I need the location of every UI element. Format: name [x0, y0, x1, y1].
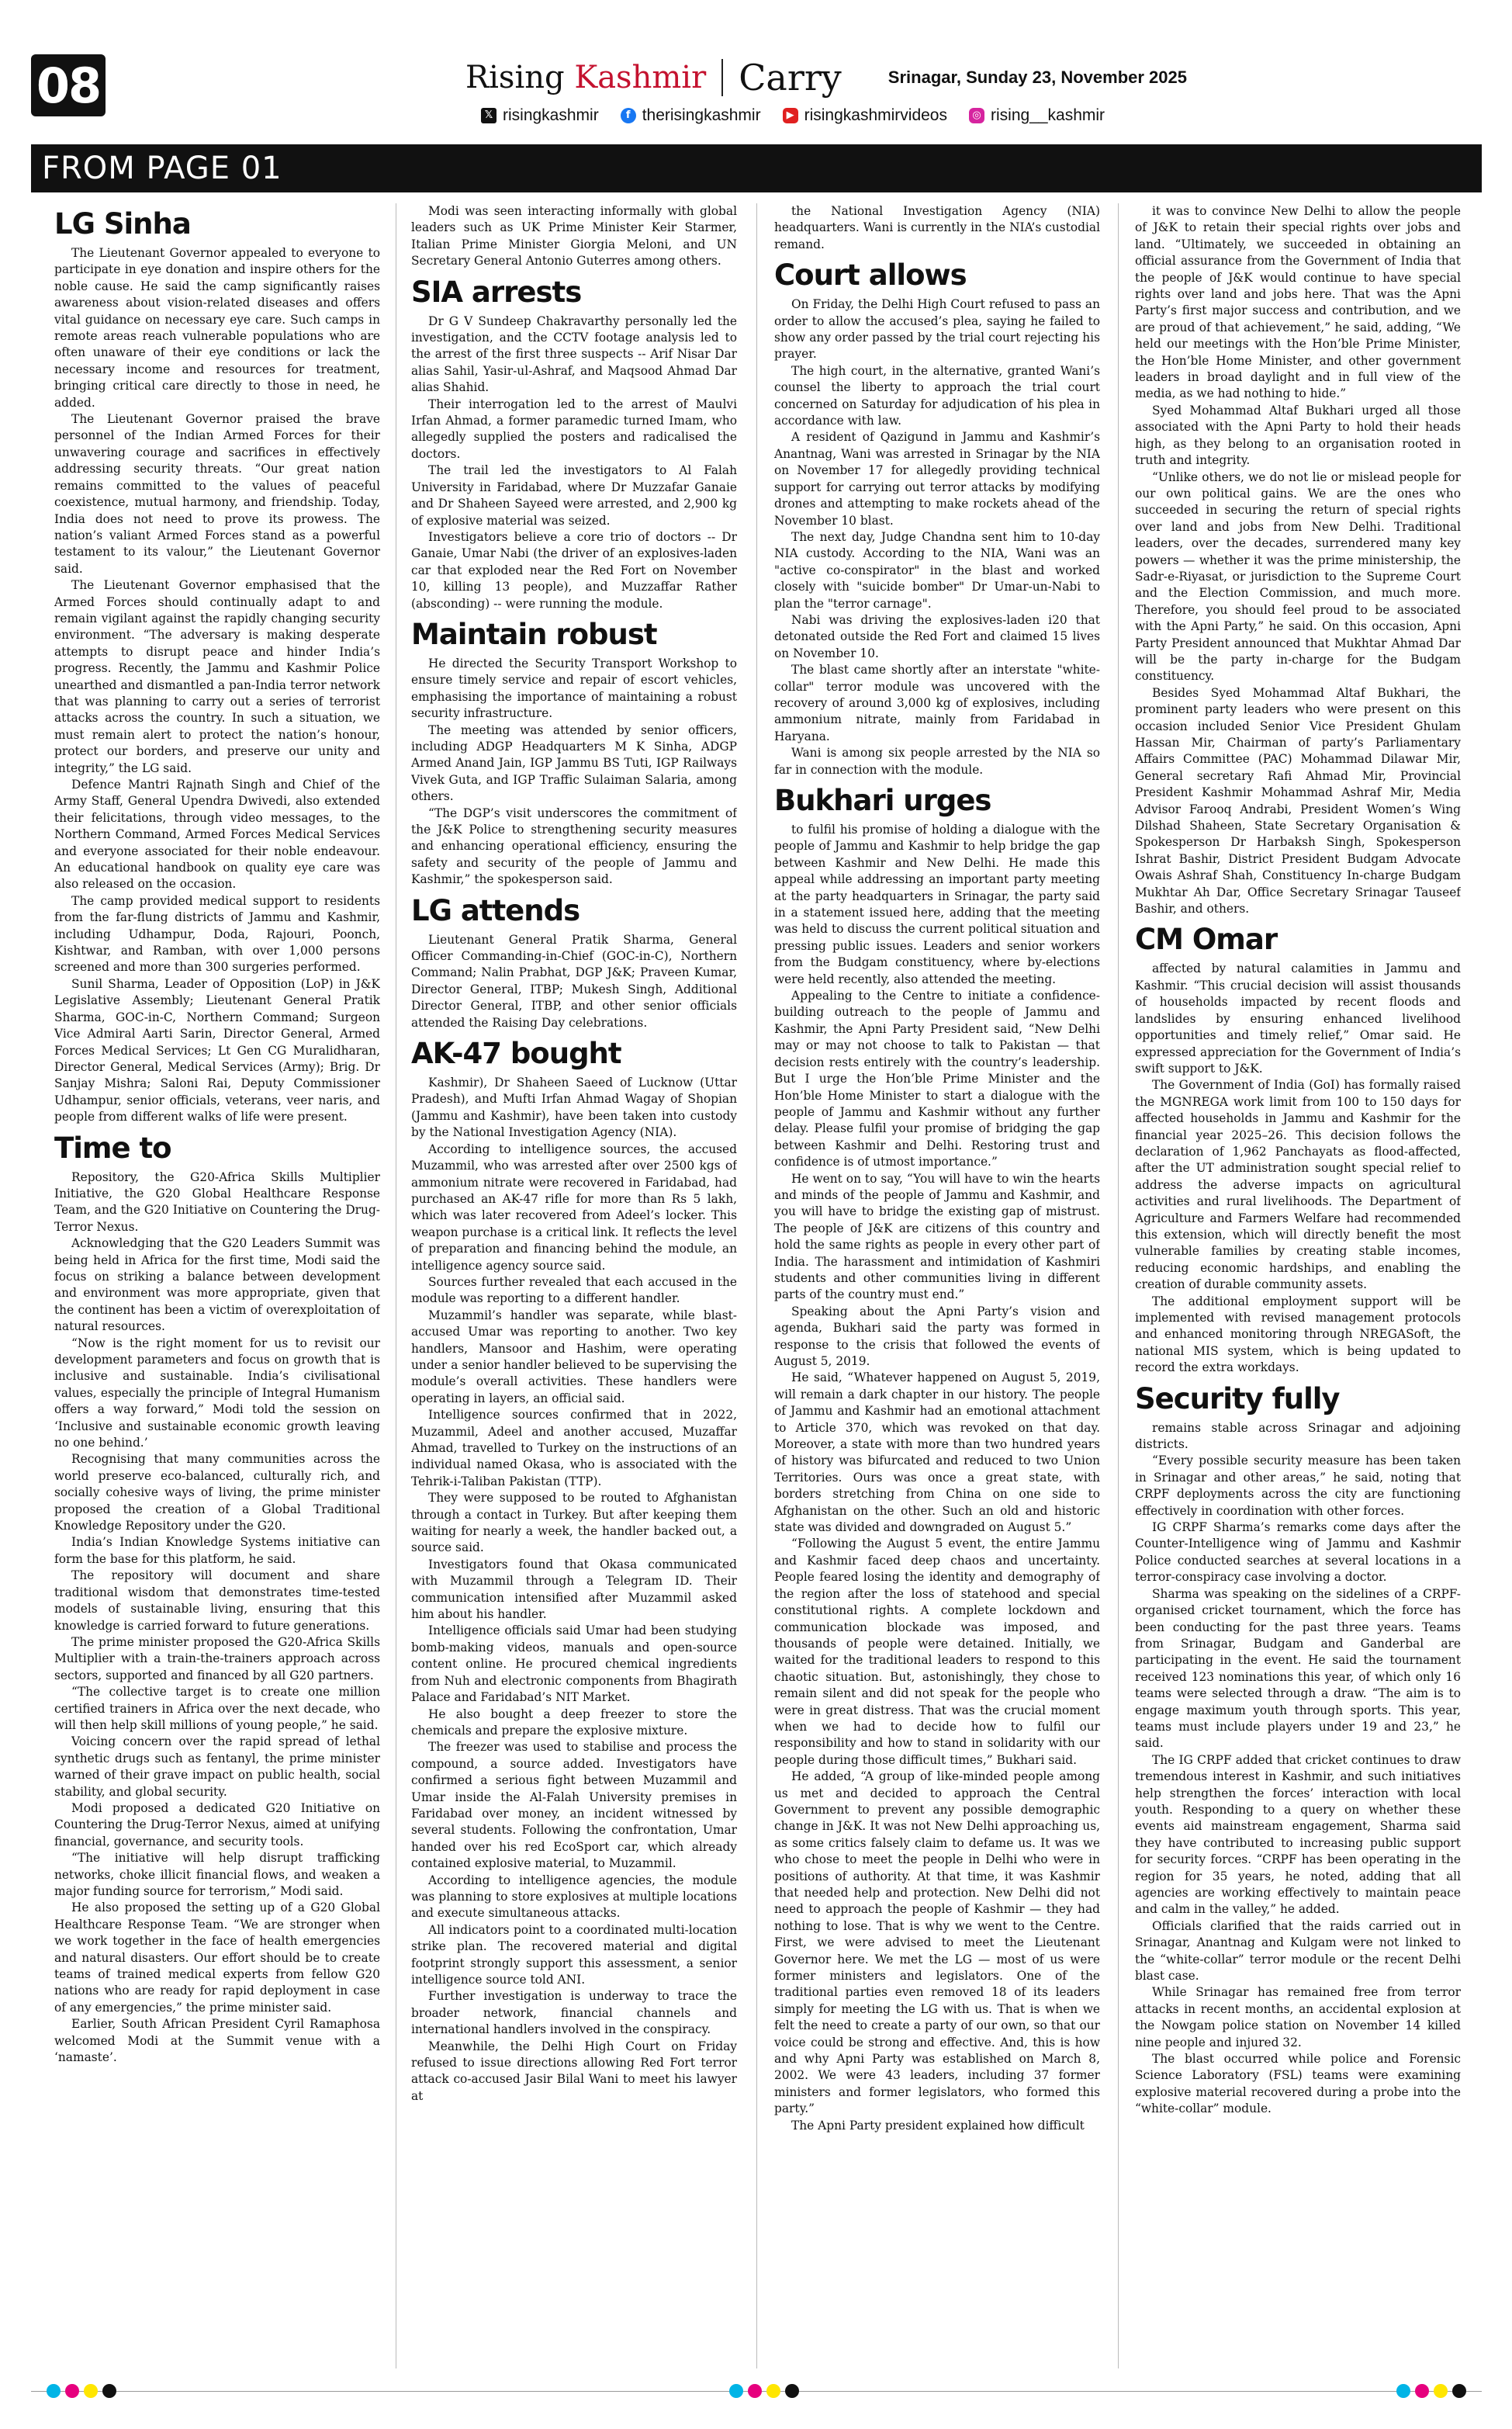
article-paragraph: Dr G V Sundeep Chakravarthy personally led the investigation, and the CCTV footage analysis led to the arrest of the first three suspects -- Arif Nisar Dar alias Sahil, Yasir-ul-Ashraf, and Maqsood Ahmad Dar alias Shahid. — [411, 314, 737, 395]
article-paragraph: Further investigation is underway to trace the broader network, financial channels and international handlers involved in the conspiracy. — [411, 1989, 737, 2037]
article-paragraph: Acknowledging that the G20 Leaders Summit was being held in Africa for the first time, Modi said the focus on striking a balance between development and environment was more appropriate, given that the continent has been a victim of overexploitation of natural resources. — [54, 1236, 380, 1334]
article — [411, 893, 737, 1031]
brand-logo — [465, 60, 706, 95]
article-headline: LG attends — [411, 893, 580, 927]
article-paragraph: The camp provided medical support to residents from the far-flung districts of Jammu and Kashmir, including Udhampur, Doda, Rajouri, Poonch, Kishtwar, and Ramban, with over 1,000 persons screened and more than 300 surgeries performed. — [54, 893, 380, 975]
article-paragraph: Sunil Sharma, Leader of Opposition (LoP) in J&K Legislative Assembly; Lieutenant General Pratik Sharma, GOC-in-C, Northern Command; Surgeon Vice Admiral Aarti Sarin, Director General, Armed Forces Medical Services; Lt Gen CG Muralidharan, Director General, Medical Services (Army); Brig. Dr Sanjay Mishra; Saloni Rai, Deputy Commissioner Udhampur, senior officials, veterans, veer naris, and people from different walks of life were present. — [54, 976, 380, 1124]
social-x[interactable] — [481, 106, 599, 125]
article-paragraph: Investigators found that Okasa communicated with Muzammil through a Telegram ID. Their communication intensified after Muzammil asked him about his handler. — [411, 1557, 737, 1622]
article-paragraph: IG CRPF Sharma’s remarks come days after the Counter-Intelligence wing of Jammu and Kashmir Police conducted searches at several locations in a terror-conspiracy case involving a doctor. — [1135, 1520, 1461, 1585]
article-paragraph: The IG CRPF added that cricket continues to draw tremendous interest in Kashmir, and such initiatives help strengthen the forces’ interaction with local youth. Responding to a query on whether these events aid mainstream engagement, Sharma said they have contributed to increasing public support for security forces. “CRPF has been operating in the region for 35 years, he noted, adding that all agencies are working effectively to maintain peace and calm in the valley,” he added. — [1135, 1752, 1461, 1917]
article-paragraph: The additional employment support will be implemented with revised management protocols and enhanced monitoring through NREGASoft, the national MIS system, which is being updated to record the extra workdays. — [1135, 1294, 1461, 1375]
article-paragraph: The freezer was used to stabilise and process the compound, a source added. Investigators have confirmed a serious fight between Muzammil and Umar inside the Al-Falah University premises in Faridabad over money, an incident witnessed by several students. Following the confrontation, Umar handed over his red EcoSport car, which already contained explosive material, to Muzammil. — [411, 1740, 737, 1871]
article-paragraph: Modi proposed a dedicated G20 Initiative on Countering the Drug-Terror Nexus, aimed at unifying financial, governance, and security tools. — [54, 1800, 380, 1849]
article-paragraph: The Apni Party president explained how difficult — [791, 2118, 1085, 2133]
youtube-icon: ▶ — [783, 108, 798, 123]
article-paragraph: to fulfil his promise of holding a dialogue with the people of Jammu and Kashmir to help bridge the gap between Kashmir and New Delhi. He made this appeal while addressing an important party meeting at the party headquarters in Srinagar, the party said in a statement issued here, adding that the meeting was held to discuss the current political situation and pressing public issues. Leaders and senior workers from the Budgam constituency, where by-elections were held recently, also attended the meeting. — [774, 823, 1100, 986]
article-paragraph: Defence Mantri Rajnath Singh and Chief of the Army Staff, General Upendra Dwivedi, also extended their felicitations, through video messages, to the Northern Command, Armed Forces Medical Services and everyone associated for their noble endeavour. An educational handbook on quality eye care was also released on the occasion. — [54, 778, 380, 892]
article-headline: Court allows — [774, 258, 967, 293]
article-paragraph: Intelligence officials said Umar had been studying bomb-making videos, manuals and open-source content online. He procured chemical ingredients from Nuh and electronic components from Bhagirath Palace and Faridabad’s NIT Market. — [411, 1623, 737, 1705]
article-paragraph: Voicing concern over the rapid spread of lethal synthetic drugs such as fentanyl, the prime minister warned of their grave impact on public health, social stability, and global security. — [54, 1734, 380, 1799]
section-name: Carry — [739, 57, 842, 99]
article-paragraph: India’s Indian Knowledge Systems initiative can form the base for this platform, he said. — [54, 1535, 380, 1566]
article — [774, 258, 1100, 778]
article-paragraph: The trail led the investigators to Al Falah University in Faridabad, where Dr Muzzafar Ganaie and Dr Shaheen Sayeed were arrested, and 2,900 kg of explosive material was seized. — [411, 463, 737, 528]
article-paragraph: Wani is among six people arrested by the NIA so far in connection with the module. — [774, 746, 1100, 777]
article-paragraph: The Lieutenant Governor appealed to everyone to participate in eye donation and inspire others for the noble cause. He said the camp significantly raises awareness about vision-related diseases and offers vital guidance on necessary eye care. Such camps in remote areas reach vulnerable populations who are often unaware of their eye conditions or lack the necessary income and resources for treatment, bringing critical care directly to those in need, he added. — [54, 246, 380, 410]
article-paragraph: The blast came shortly after an interstate "white-collar" terror module was uncovered with the recovery of around 3,000 kg of explosives, including ammonium nitrate, mainly from Faridabad in Haryana. — [774, 663, 1100, 743]
article — [54, 206, 380, 1126]
article — [411, 1036, 737, 2105]
brand-rising: Rising — [465, 60, 565, 95]
brand-kashmir: Kashmir — [574, 60, 707, 95]
article-paragraph: Their interrogation led to the arrest of Maulvi Irfan Ahmad, a former paramedic turned Imam, who allegedly supplied the posters and radicalised the doctors. — [411, 397, 737, 461]
article-paragraph: He directed the Security Transport Workshop to ensure timely service and repair of escort vehicles, emphasising the importance of maintaining a robust security infrastructure. — [411, 656, 737, 721]
dateline: Srinagar, Sunday 23, November 2025 — [887, 68, 1187, 87]
article — [1135, 203, 1461, 917]
instagram-icon: ◎ — [969, 108, 984, 123]
article-paragraph: On Friday, the Delhi High Court refused to pass an order to allow the accused’s plea, saying he failed to show any order passed by the trial court rejecting his prayer. — [774, 297, 1100, 362]
article — [1135, 922, 1461, 1376]
article-paragraph: “The initiative will help disrupt trafficking networks, choke illicit financial flows, and weaken a major funding source for terrorism,” Modi said. — [54, 1851, 380, 1898]
article-paragraph: A resident of Qazigund in Jammu and Kashmir’s Anantnag, Wani was arrested in Srinagar by the NIA on November 17 for allegedly providing technical support for carrying out terror attacks by modifying drones and attempting to make rockets ahead of the November 10 blast. — [774, 430, 1100, 528]
article-paragraph: “Now is the right moment for us to revisit our development parameters and focus on growth that is inclusive and sustainable. India’s civilisational values, especially the principle of Integral Humanism offers a way forward,” Modi told the session on ‘Inclusive and sustainable economic growth leaving no one behind.’ — [54, 1336, 380, 1450]
article-paragraph: According to intelligence agencies, the module was planning to store explosives at multiple locations and execute simultaneous attacks. — [411, 1873, 737, 1921]
article-paragraph: Intelligence sources confirmed that in 2022, Muzammil, Adeel and another accused, Muzaffar Ahmad, travelled to Turkey on the instructions of an individual named Okasa, who is associated with the Tehrik-i-Taliban Pakistan (TTP). — [411, 1408, 737, 1488]
article-paragraph: Syed Mohammad Altaf Bukhari urged all those associated with the Apni Party to hold their heads high, as they belong to an organisation rooted in truth and integrity. — [1135, 403, 1461, 468]
social-youtube[interactable] — [783, 106, 947, 125]
article-headline: CM Omar — [1135, 923, 1278, 957]
article-paragraph: Repository, the G20-Africa Skills Multiplier Initiative, the G20 Global Healthcare Response Team, and the G20 Initiative on Countering the Drug-Terror Nexus. — [54, 1169, 380, 1234]
article-headline: LG Sinha — [54, 207, 191, 241]
masthead-divider — [721, 59, 723, 96]
article-paragraph: Speaking about the Apni Party’s vision and agenda, Bukhari said the party was formed in response to the crisis that followed the events of August 5, 2019. — [774, 1304, 1100, 1368]
column-3 — [774, 203, 1100, 2368]
section-banner: FROM PAGE 01 — [31, 144, 1482, 192]
black-dot — [785, 2384, 799, 2398]
print-registration-bar — [31, 2382, 1482, 2400]
column-2 — [411, 203, 737, 2368]
article-paragraph: He also proposed the setting up of a G20 Global Healthcare Response Team. “We are stronger when we work together in the face of health emergencies and natural disasters. Our effort should be to create teams of trained medical experts from fellow G20 nations who are ready for rapid deployment in case of any emergencies,” the prime minister said. — [54, 1901, 380, 2015]
article-headline: Maintain robust — [411, 617, 657, 651]
article — [411, 203, 737, 270]
article-paragraph: The repository will document and share traditional wisdom that demonstrates time-tested models of sustainable living, ensuring that this knowledge is carried forward to future generations. — [54, 1568, 380, 1633]
article-paragraph: He said, “Whatever happened on August 5, 2019, will remain a dark chapter in our history. The people of Jammu and Kashmir had an emotional attachment to Article 370, which was revoked on that day. Moreover, a state with more than two hundred years of history was bifurcated and reduced to two Union Territories. Ours was once a great state, with borders stretching from China on one side to Afghanistan on the other. Such an old and historic state was divided and downgraded on August 5.” — [774, 1370, 1100, 1535]
article-headline: Security fully — [1135, 1381, 1340, 1415]
facebook-icon: f — [621, 108, 636, 123]
social-handles — [481, 102, 1105, 129]
article — [1135, 1381, 1461, 2118]
cyan-dot — [1396, 2384, 1410, 2398]
article-paragraph: The meeting was attended by senior officers, including ADGP Headquarters M K Sinha, ADGP Armed Anand Jain, IGP Jammu BS Tuti, IGP Railways Vivek Guta, and IGP Traffic Sulaiman Salaria, among others. — [411, 722, 737, 804]
article-paragraph: Officials clarified that the raids carried out in Srinagar, Anantnag and Kulgam were not linked to the “white-collar” terror module or the recent Delhi blast case. — [1135, 1918, 1461, 1984]
article-paragraph: Besides Syed Mohammad Altaf Bukhari, the prominent party leaders who were present on this occasion included Senior Vice President Ghulam Hassan Mir, Chairman of party’s Parliamentary Affairs Committee (PAC) Mohammad Dilawar Mir, General secretary Rafi Ahmad Mir, Provincial President Kashmir Mohammad Ashraf Mir, Media Advisor Farooq Andrabi, President Women’s Wing Dilshad Shaheen, State Secretary Organisation & Spokesperson Dr Harbaksh Singh, Spokesperson Ishrat Bashir, District President Budgam Advocate Owais Ashraf Shah, Constituency In-charge Budgam Mukhtar Ah Dar, Office Secretary Srinagar Tauseef Bashir, and others. — [1135, 685, 1461, 917]
magenta-dot — [1415, 2384, 1429, 2398]
article-paragraph: Sharma was speaking on the sidelines of a CRPF-organised cricket tournament, which the force has been conducting for the past three years. Teams from Srinagar, Budgam and Ganderbal are participating in the event. He said the tournament received 123 nominations this year, of which only 16 teams were selected through a draw. “The aim is to engage maximum youth through sports. This year, teams must include players under 19 and 23,” he said. — [1135, 1586, 1461, 1751]
article-paragraph: He went on to say, “You will have to win the hearts and minds of the people of Jammu and Kashmir, and you will have to bridge the existing gap of mistrust. The people of J&K are citizens of this country and hold the same rights as people in every other part of India. The harassment and intimidation of Kashmiri students and other communities living in different parts of the country must end.” — [774, 1171, 1100, 1302]
magenta-dot — [748, 2384, 762, 2398]
article-paragraph: “Following the August 5 event, the entire Jammu and Kashmir faced deep chaos and uncertainty. People feared losing the identity and demography of the region after the loss of statehood and special constitutional rights. A complete lockdown and communication blockade was imposed, and thousands of people were detained. Initially, we waited for the traditional leaders to respond to this chaotic situation. But, astonishingly, they chose to remain silent and did not speak for the people who were in great distress. That was the crucial moment when we had to decide how to fulfil our responsibility and how to stand in solidarity with our people during those difficult times,” Bukhari said. — [774, 1537, 1100, 1767]
social-handle: risingkashmirvideos — [804, 106, 947, 124]
page-number: 08 — [31, 54, 106, 116]
article-paragraph: He added, “A group of like-minded people among us met and decided to approach the Central Government to prevent any possible demographic change in J&K. It was not New Delhi approaching us, as some critics falsely claim to defame us. It was we who chose to meet the people in Delhi who were in positions of authority. At that time, it was Kashmir that needed help and protection. New Delhi did not need to approach the people of Kashmir — they had nothing to lose. That is why we went to the Centre. First, we were advised to meet the Lieutenant Governor here. We met the LG — most of us were former ministers and legislators. One of the traditional parties even removed 18 of its leaders simply for meeting the LG with us. That is when we felt the need to create a party of our own, so that our voice could be strong and effective. And, this is how and why Apni Party was established on March 8, 2002. We were 43 leaders, including 37 former ministers and former legislators, who formed this party.” — [774, 1769, 1100, 2116]
black-dot — [1452, 2384, 1466, 2398]
column-divider — [1118, 203, 1119, 2368]
article-headline: Time to — [54, 1131, 171, 1165]
article-paragraph: it was to convince New Delhi to allow the people of J&K to retain their special rights over jobs and land. “Ultimately, we succeeded in obtaining an official assurance from the Government of India that the people of J&K would continue to have special rights over land and jobs here. That was the Apni Party’s first major success and contribution, and we are proud of that achievement,” he said, adding, “We held our meetings with the Hon’ble Prime Minister, the Hon’ble Home Minister, and other government leaders in broad daylight and in full view of the media, as we had nothing to hide.” — [1135, 204, 1461, 401]
x-icon: 𝕏 — [481, 108, 497, 123]
column-1 — [54, 203, 380, 2368]
article-paragraph: Modi was seen interacting informally with global leaders such as UK Prime Minister Keir Starmer, Italian Prime Minister Giorgia Meloni, and UN Secretary General Antonio Guterres among others. — [411, 204, 737, 269]
article-paragraph: According to intelligence sources, the accused Muzammil, who was arrested after over 2500 kgs of ammonium nitrate were recovered in Faridabad, had purchased an AK-47 rifle for more than Rs 5 lakh, which was later recovered from Adeel’s locker. This weapon purchase is a critical link. It reflects the level of preparation and financing behind the module, an intelligence agency source said. — [411, 1142, 737, 1273]
article-paragraph: “Every possible security measure has been taken in Srinagar and other areas,” he said, noting that CRPF deployments across the city are functioning effectively in coordination with other forces. — [1135, 1454, 1461, 1518]
yellow-dot — [84, 2384, 98, 2398]
article-paragraph: The high court, in the alternative, granted Wani’s counsel the liberty to approach the trial court concerned on Saturday for adjudication of his plea in accordance with law. — [774, 363, 1100, 428]
magenta-dot — [65, 2384, 79, 2398]
article-paragraph: “Unlike others, we do not lie or mislead people for our own political gains. We are the ones who succeeded in securing the return of special rights over land and jobs from New Delhi. Traditional leaders, over the decades, surrendered many key powers — whether it was the prime ministership, the Sadr-e-Riyasat, or jurisdiction to the Supreme Court and the Election Commission, and much more. Therefore, you should feel proud to be associated with the Apni Party,” he said. On this occasion, Apni Party President announced that Mukhtar Ahmad Dar will be the party in-charge for the Budgam constituency. — [1135, 470, 1461, 684]
yellow-dot — [1434, 2384, 1448, 2398]
black-dot — [102, 2384, 116, 2398]
article-headline: AK-47 bought — [411, 1037, 621, 1071]
social-handle: therisingkashmir — [642, 106, 761, 124]
social-handle: risingkashmir — [503, 106, 599, 124]
article-paragraph: They were supposed to be routed to Afghanistan through a contact in Turkey. But after keeping them waiting for nearly a week, the handler backed out, a source said. — [411, 1491, 737, 1555]
cyan-dot — [47, 2384, 61, 2398]
article-paragraph: Nabi was driving the explosives-laden i20 that detonated outside the Red Fort and claimed 15 lives on November 10. — [774, 612, 1100, 660]
article-paragraph: Meanwhile, the Delhi High Court on Friday refused to issue directions allowing Red Fort terror attack co-accused Jasir Bilal Wani to meet his lawyer at — [411, 2039, 737, 2103]
article-paragraph: Appealing to the Centre to initiate a confidence-building outreach to the people of Jammu and Kashmir, the Apni Party President said, “New Delhi may or may not choose to talk to Pakistan — that decision rests entirely with the country’s leadership. But I urge the Hon’ble Prime Minister and the Hon’ble Home Minister to start a dialogue with the people of Jammu and Kashmir without any further delay. Please fulfil your promise of bridging the gap between Kashmir and Delhi. Restoring trust and confidence is of utmost importance.” — [774, 989, 1100, 1169]
social-instagram[interactable] — [969, 106, 1105, 125]
article-paragraph: The Government of India (GoI) has formally raised the MGNREGA work limit from 100 to 150 days for affected households in Jammu and Kashmir for the financial year 2025–26. This decision follows the declaration of 1,962 Panchayats as flood-affected, after the UT administration sought special relief to address the adverse impacts on agricultural activities and rural livelihoods. The Department of Agriculture and Farmers Welfare had recommended this extension, which will directly benefit the most vulnerable families by creating stable incomes, reducing economic hardships, and enabling the creation of durable community assets. — [1135, 1078, 1461, 1292]
yellow-dot — [766, 2384, 780, 2398]
social-facebook[interactable] — [621, 106, 761, 125]
article-paragraph: Investigators believe a core trio of doctors -- Dr Ganaie, Umar Nabi (the driver of an explosives-laden car that exploded near the Red Fort on November 10, killing 13 people), and Muzzaffar Rather (absconding) -- were running the module. — [411, 529, 737, 611]
article-paragraph: Muzammil’s handler was separate, while blast-accused Umar was reporting to another. Two key handlers, Mansoor and Hashim, were operating under a senior handler believed to be supervising the module’s overall activities. These handlers were operating in layers, an official said. — [411, 1308, 737, 1405]
article-paragraph: affected by natural calamities in Jammu and Kashmir. “This crucial decision will assist thousands of households impacted by recent floods and landslides by ensuring enhanced livelihood opportunities and timely relief,” Omar said. He expressed appreciation for the Government of India’s swift support to J&K. — [1135, 962, 1461, 1076]
article — [54, 1131, 380, 2067]
article-paragraph: All indicators point to a coordinated multi-location strike plan. The recovered material and digital footprint strongly support this assessment, a senior intelligence source told ANI. — [411, 1922, 737, 1987]
article-paragraph: The prime minister proposed the G20-Africa Skills Multiplier with a train-the-trainers approach across sectors, supported and financed by all G20 partners. — [54, 1634, 380, 1682]
article-paragraph: “The DGP’s visit underscores the commitment of the J&K Police to strengthening security measures and enhancing operational efficiency, ensuring the safety and security of the people of Jammu and Kashmir,” the spokesperson said. — [411, 806, 737, 887]
article-paragraph: While Srinagar has remained free from terror attacks in recent months, an accidental explosion at the Nowgam police station on November 14 killed nine people and injured 32. — [1135, 1985, 1461, 2050]
cyan-dot — [729, 2384, 743, 2398]
article-paragraph: Sources further revealed that each accused in the module was reporting to a different handler. — [411, 1274, 737, 1306]
column-4 — [1135, 203, 1461, 2368]
article-paragraph: Kashmir), Dr Shaheen Saeed of Lucknow (Uttar Pradesh), and Mufti Irfan Ahmad Wagay of Shopian (Jammu and Kashmir), have been taken into custody by the National Investigation Agency (NIA). — [411, 1076, 737, 1140]
article-paragraph: The Lieutenant Governor praised the brave personnel of the Indian Armed Forces for their unwavering courage and sacrifices in effectively addressing security threats. “Our great nation remains committed to the values of peaceful coexistence, mutual harmony, and friendship. Today, India does not need to prove its prowess. The nation’s valiant Armed Forces stand as a powerful testament to its valour,” the Lieutenant Governor said. — [54, 412, 380, 576]
article-headline: Bukhari urges — [774, 784, 991, 817]
column-divider — [756, 203, 757, 2368]
article-paragraph: Recognising that many communities across the world preserve eco-balanced, culturally rich, and socially cohesive ways of living, the prime minister proposed the creation of a Global Traditional Knowledge Repository under the G20. — [54, 1452, 380, 1533]
article-paragraph: remains stable across Srinagar and adjoining districts. — [1135, 1420, 1461, 1452]
article — [411, 275, 737, 612]
article — [411, 617, 737, 889]
article-paragraph: The next day, Judge Chandna sent him to 10-day NIA custody. According to the NIA, Wani was an "active co-conspirator" in the blast and worked closely with "suicide bomber" Dr Umar-un-Nabi to plan the "terror carnage". — [774, 529, 1100, 611]
article-paragraph: “The collective target is to create one million certified trainers in Africa over the next decade, who will then help skill millions of young people,” he said. — [54, 1685, 380, 1732]
article-paragraph: He also bought a deep freezer to store the chemicals and prepare the explosive mixture. — [411, 1707, 737, 1738]
article — [774, 783, 1100, 2134]
article-paragraph: Earlier, South African President Cyril Ramaphosa welcomed Modi at the Summit venue with a ‘namaste’. — [54, 2017, 380, 2065]
article-paragraph: The blast occurred while police and Forensic Science Laboratory (FSL) teams were examining explosive material recovered during a probe into the “white-collar” module. — [1135, 2052, 1461, 2116]
masthead — [465, 57, 1512, 98]
article — [774, 203, 1100, 253]
article-paragraph: The Lieutenant Governor emphasised that the Armed Forces should continually adapt to and remain vigilant against the rapidly changing security environment. “The adversary is making desperate attempts to disrupt peace and hinder India’s progress. Recently, the Jammu and Kashmir Police unearthed and dismantled a pan-India terror network that was planning to carry out a series of terrorist attacks across the country. In such a situation, we must remain alert to protect the nation’s honour, protect our borders, and preserve our unity and integrity,” the LG said. — [54, 578, 380, 775]
social-handle: rising__kashmir — [991, 106, 1105, 124]
article-paragraph: Lieutenant General Pratik Sharma, General Officer Commanding-in-Chief (GOC-in-C), Northern Command; Nalin Prabhat, DGP J&K; Praveen Kumar, Director General, ITBP; Mukesh Singh, Additional Director General, ITBP, and other senior officials attended the Raising Day celebrations. — [411, 932, 737, 1030]
article-paragraph: the National Investigation Agency (NIA) headquarters. Wani is currently in the NIA’s custodial remand. — [774, 204, 1100, 251]
article-headline: SIA arrests — [411, 275, 582, 309]
